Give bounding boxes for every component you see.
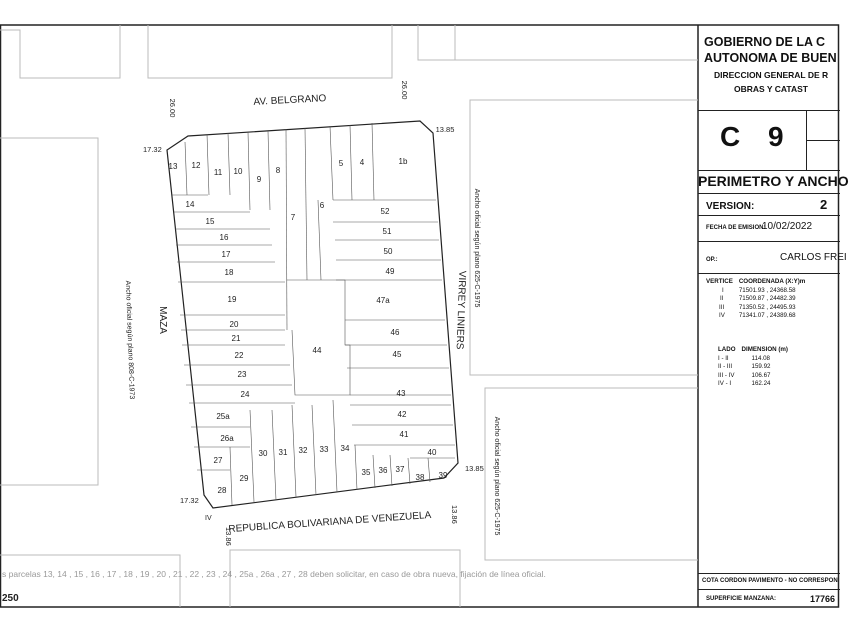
lot-35: 35	[361, 468, 371, 477]
lot-36: 36	[378, 466, 388, 475]
lot-33: 33	[319, 445, 329, 454]
lot-29: 29	[239, 474, 249, 483]
table-row: II - III 159.92	[718, 363, 771, 371]
lot-14: 14	[185, 200, 195, 209]
lot-12: 12	[191, 161, 201, 170]
note-west-width: Ancho oficial según plano 808-C-1973	[123, 280, 136, 400]
lot-43: 43	[396, 389, 406, 398]
lot-41: 41	[399, 430, 409, 439]
gov-line-1: GOBIERNO DE LA C	[704, 35, 826, 49]
lot-5: 5	[338, 159, 344, 168]
lot-21: 21	[231, 334, 241, 343]
sheet-code: C 9	[720, 121, 794, 152]
lot-32: 32	[298, 446, 308, 455]
dim-se-chamfer: 13.85	[465, 464, 484, 473]
sides-header-lado: LADO	[718, 346, 736, 353]
lot-37: 37	[395, 465, 405, 474]
table-row: III - IV 106.67	[718, 371, 771, 379]
direction-line-2: OBRAS Y CATAST	[734, 84, 808, 94]
lot-39: 39	[438, 471, 448, 480]
street-maza: MAZA	[157, 306, 168, 334]
surface-value: 17766	[810, 594, 836, 604]
coordinates-table	[706, 277, 811, 320]
street-virrey-liniers: VIRREY LINIERS	[453, 270, 468, 350]
version-value: 2	[820, 197, 828, 212]
version-label: VERSION:	[706, 201, 755, 212]
lot-16: 16	[219, 233, 229, 242]
lot-23: 23	[237, 370, 247, 379]
lot-44: 44	[312, 346, 322, 355]
lot-lines	[172, 123, 455, 505]
lot-9: 9	[256, 175, 262, 184]
lot-4: 4	[359, 158, 365, 167]
block-outline	[167, 121, 458, 508]
table-row: III 71350.52 , 24495.93	[719, 303, 796, 311]
cota-note: COTA CORDON PAVIMENTO - NO CORRESPON	[702, 578, 838, 584]
lot-22: 22	[234, 351, 244, 360]
lot-45: 45	[392, 350, 402, 359]
lot-24: 24	[240, 390, 250, 399]
dim-se-side: 13.86	[450, 505, 459, 524]
dim-nw-width: 26.00	[168, 98, 177, 118]
lot-34: 34	[340, 444, 350, 453]
sides-table	[718, 345, 794, 388]
lot-6: 6	[319, 201, 325, 210]
coords-header-coord: COORDENADA (X:Y)m	[738, 278, 806, 285]
coords-header-vertex: VERTICE	[706, 278, 733, 285]
lot-40: 40	[427, 448, 437, 457]
heading: PERIMETRO Y ANCHO	[698, 173, 849, 189]
lot-52: 52	[380, 207, 390, 216]
emission-value: 10/02/2022	[762, 221, 813, 232]
lot-17: 17	[221, 250, 231, 259]
corner-iv: IV	[205, 515, 212, 522]
lot-20: 20	[229, 320, 239, 329]
lot-27: 27	[213, 456, 223, 465]
lot-11: 11	[213, 168, 223, 177]
table-row: I 71501.93 , 24368.58	[722, 286, 796, 294]
lot-25a: 25a	[216, 412, 230, 421]
lot-13: 13	[168, 162, 178, 171]
dim-nw-chamfer: 17.32	[143, 145, 162, 154]
lot-47a: 47a	[376, 296, 390, 305]
lot-30: 30	[258, 449, 268, 458]
lot-49: 49	[385, 267, 395, 276]
lot-10: 10	[233, 167, 243, 176]
lot-7: 7	[290, 213, 296, 222]
lot-19: 19	[227, 295, 237, 304]
lot-8: 8	[275, 166, 281, 175]
footer-note: s parcelas 13, 14 , 15 , 16 , 17 , 18 , 19 , 20 , 21 , 22 , 23 , 24 , 25a , 26a , 27 , 28 deben solicitar, en caso de obra nueva, fijación de línea oficial.	[2, 569, 546, 579]
dim-sw-chamfer: 17.32	[180, 496, 199, 505]
lot-46: 46	[390, 328, 400, 337]
lot-50: 50	[383, 247, 393, 256]
lot-51: 51	[382, 227, 392, 236]
lot-15: 15	[205, 217, 215, 226]
surface-label: SUPERFICIE MANZANA:	[706, 596, 776, 602]
op-value: CARLOS FREI	[780, 252, 847, 263]
scale-label: 250	[2, 593, 19, 604]
note-east-lower-width: Ancho oficial según plano 625-C-1975	[493, 416, 500, 536]
op-label: OP.:	[706, 257, 718, 263]
note-east-upper-width: Ancho oficial según plano 625-C-1975	[473, 188, 480, 308]
lot-1b: 1b	[398, 157, 408, 166]
lot-28: 28	[217, 486, 227, 495]
dim-sw-bottom: 13.86	[224, 527, 233, 546]
lot-numbers	[169, 157, 448, 495]
direction-line-1: DIRECCION GENERAL DE R	[714, 70, 829, 80]
lot-38: 38	[415, 473, 425, 482]
table-row: IV - I 162.24	[718, 380, 771, 388]
lot-31: 31	[278, 448, 288, 457]
street-republica-venezuela: REPUBLICA BOLIVARIANA DE VENEZUELA	[228, 509, 432, 536]
title-block	[698, 25, 849, 607]
table-row: II 71509.87 , 24482.39	[720, 295, 796, 303]
dim-ne-chamfer: 13.85	[435, 125, 455, 134]
emission-label: FECHA DE EMISION:	[706, 225, 766, 231]
gov-line-2: AUTONOMA DE BUEN	[704, 51, 837, 65]
lot-18: 18	[224, 268, 234, 277]
sides-header-dimension: DIMENSION (m)	[741, 346, 788, 353]
lot-42: 42	[397, 410, 407, 419]
table-row: IV 71341.07 , 24389.68	[719, 312, 796, 320]
dim-ne-width: 26.00	[400, 80, 409, 100]
lot-26a: 26a	[220, 434, 234, 443]
table-row: I - II 114.08	[718, 354, 770, 362]
street-av-belgrano: AV. BELGRANO	[253, 93, 327, 108]
